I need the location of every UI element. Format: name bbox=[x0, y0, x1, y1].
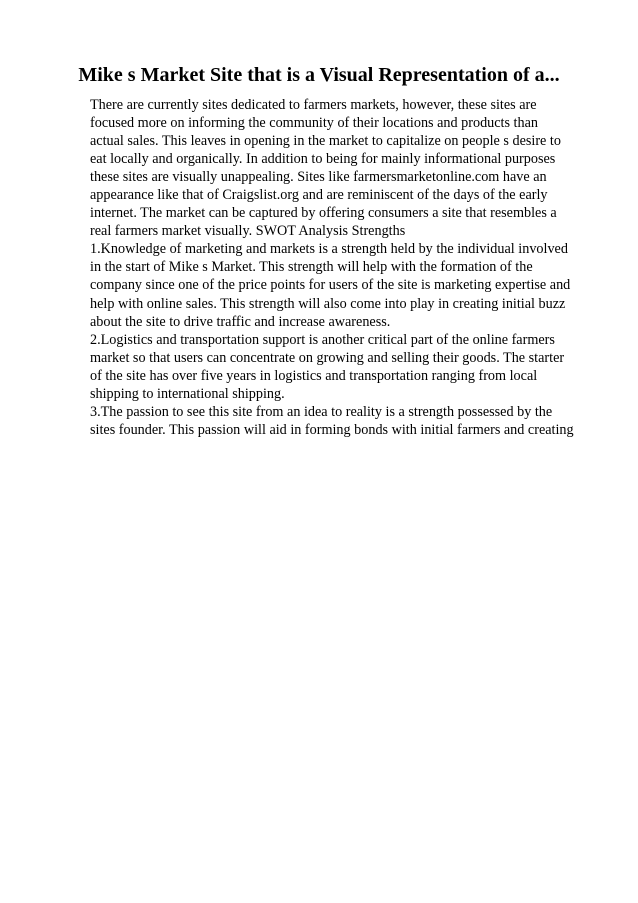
document-body bbox=[90, 96, 590, 439]
body-line: There are currently sites dedicated to farmers markets, however, these sites are bbox=[90, 97, 537, 113]
body-line: 2.Logistics and transportation support is another critical part of the online farmers bbox=[90, 331, 555, 348]
document-title: Mike s Market Site that is a Visual Representation of a... bbox=[78, 64, 560, 86]
body-line: 3.The passion to see this site from an idea to reality is a strength possessed by the bbox=[90, 403, 553, 420]
body-line: help with online sales. This strength will also come into play in creating initial buzz bbox=[90, 295, 566, 312]
body-line: internet. The market can be captured by offering consumers a site that resembles a bbox=[90, 205, 557, 222]
body-line: company since one of the price points for users of the site is marketing expertise and bbox=[90, 277, 571, 294]
body-line: these sites are visually unappealing. Sites like farmersmarketonline.com have an bbox=[90, 169, 547, 186]
body-line: about the site to drive traffic and increase awareness. bbox=[90, 313, 391, 330]
body-line: appearance like that of Craigslist.org and are reminiscent of the days of the early bbox=[90, 187, 548, 204]
body-line: of the site has over five years in logistics and transportation ranging from local bbox=[90, 367, 538, 384]
body-line: real farmers market visually. SWOT Analysis Strengths bbox=[90, 223, 406, 240]
body-line: eat locally and organically. In addition to being for mainly informational purposes bbox=[90, 151, 556, 168]
body-line: sites founder. This passion will aid in forming bonds with initial farmers and creating bbox=[90, 421, 574, 438]
body-line: actual sales. This leaves in opening in the market to capitalize on people s desire to bbox=[90, 133, 561, 150]
body-line: in the start of Mike s Market. This strength will help with the formation of the bbox=[90, 259, 533, 276]
body-line: focused more on informing the community of their locations and products than bbox=[90, 115, 538, 132]
body-line: shipping to international shipping. bbox=[90, 385, 285, 402]
body-line: 1.Knowledge of marketing and markets is a strength held by the individual involved bbox=[90, 241, 568, 258]
body-line: market so that users can concentrate on growing and selling their goods. The starter bbox=[90, 349, 565, 366]
